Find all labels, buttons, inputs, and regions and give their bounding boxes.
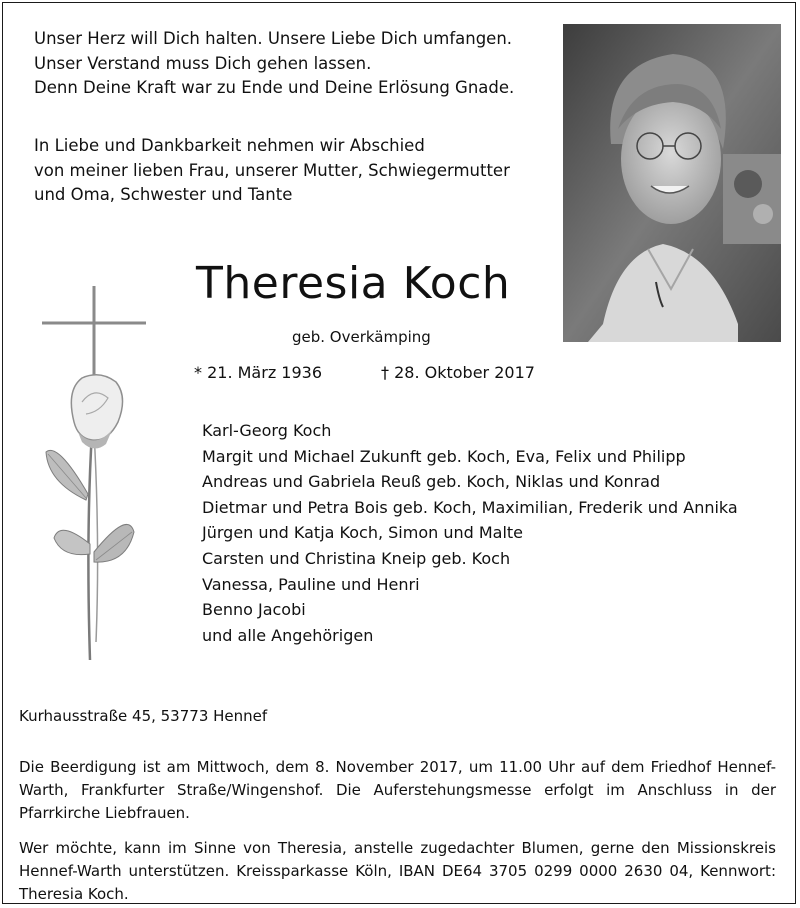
portrait-photo (563, 24, 781, 342)
intro-block (34, 134, 544, 208)
death-date-line (381, 363, 535, 382)
mourners-list (202, 418, 738, 648)
poem-block (34, 27, 544, 101)
intro-line: In Liebe und Dankbarkeit nehmen wir Abschied (34, 136, 425, 155)
maiden-name: geb. Overkämping (292, 328, 431, 346)
birth-date-line (194, 363, 322, 382)
mourner-line: Jürgen und Katja Koch, Simon und Malte (202, 523, 524, 543)
mourner-line: Karl-Georg Koch (202, 421, 332, 440)
mourner-line: Dietmar und Petra Bois geb. Koch, Maximilian, Frederik und Annika (202, 497, 738, 517)
mourner-line: und alle Angehörigen (202, 625, 374, 645)
poem-line: Unser Verstand muss Dich gehen lassen. (34, 53, 372, 73)
cross-and-rose-icon (38, 282, 150, 662)
funeral-details: Die Beerdigung ist am Mittwoch, dem 8. November 2017, um 11.00 Uhr auf dem Friedhof Hennef-Warth, Frankfurter Straße/Wingenshof. Die Auferstehungsmesse erfolgt im Anschluss in der Pfarrkirche Liebfrauen. (19, 758, 776, 822)
mourner-line: Carsten und Christina Kneip geb. Koch (202, 548, 511, 568)
intro-line: und Oma, Schwester und Tante (34, 185, 293, 204)
portrait-image (563, 24, 781, 342)
mourner-line: Andreas und Gabriela Reuß geb. Koch, Niklas und Konrad (202, 472, 661, 492)
birth-star-icon: * (194, 363, 202, 382)
poem-line: Denn Deine Kraft war zu Ende und Deine Erlösung Gnade. (34, 78, 515, 97)
deceased-name: Theresia Koch (196, 258, 511, 309)
donation-details: Wer möchte, kann im Sinne von Theresia, anstelle zugedachter Blumen, gerne den Missionskreis Hennef-Warth unterstützen. Kreissparkasse Köln, IBAN DE64 3705 0299 0000 2630 04, Kennwort: Theresia Koch. (19, 839, 776, 903)
family-address: Kurhausstraße 45, 53773 Hennef (19, 707, 268, 725)
birth-date: 21. März 1936 (207, 363, 323, 382)
poem-line: Unser Herz will Dich halten. Unsere Liebe Dich umfangen. (34, 29, 513, 48)
death-date: 28. Oktober 2017 (394, 363, 535, 382)
mourner-line: Benno Jacobi (202, 600, 306, 620)
mourner-line: Vanessa, Pauline und Henri (202, 574, 420, 594)
intro-line: von meiner lieben Frau, unserer Mutter, Schwiegermutter (34, 160, 510, 180)
mourner-line: Margit und Michael Zukunft geb. Koch, Eva, Felix und Philipp (202, 446, 686, 466)
death-cross-icon: † (381, 363, 389, 382)
